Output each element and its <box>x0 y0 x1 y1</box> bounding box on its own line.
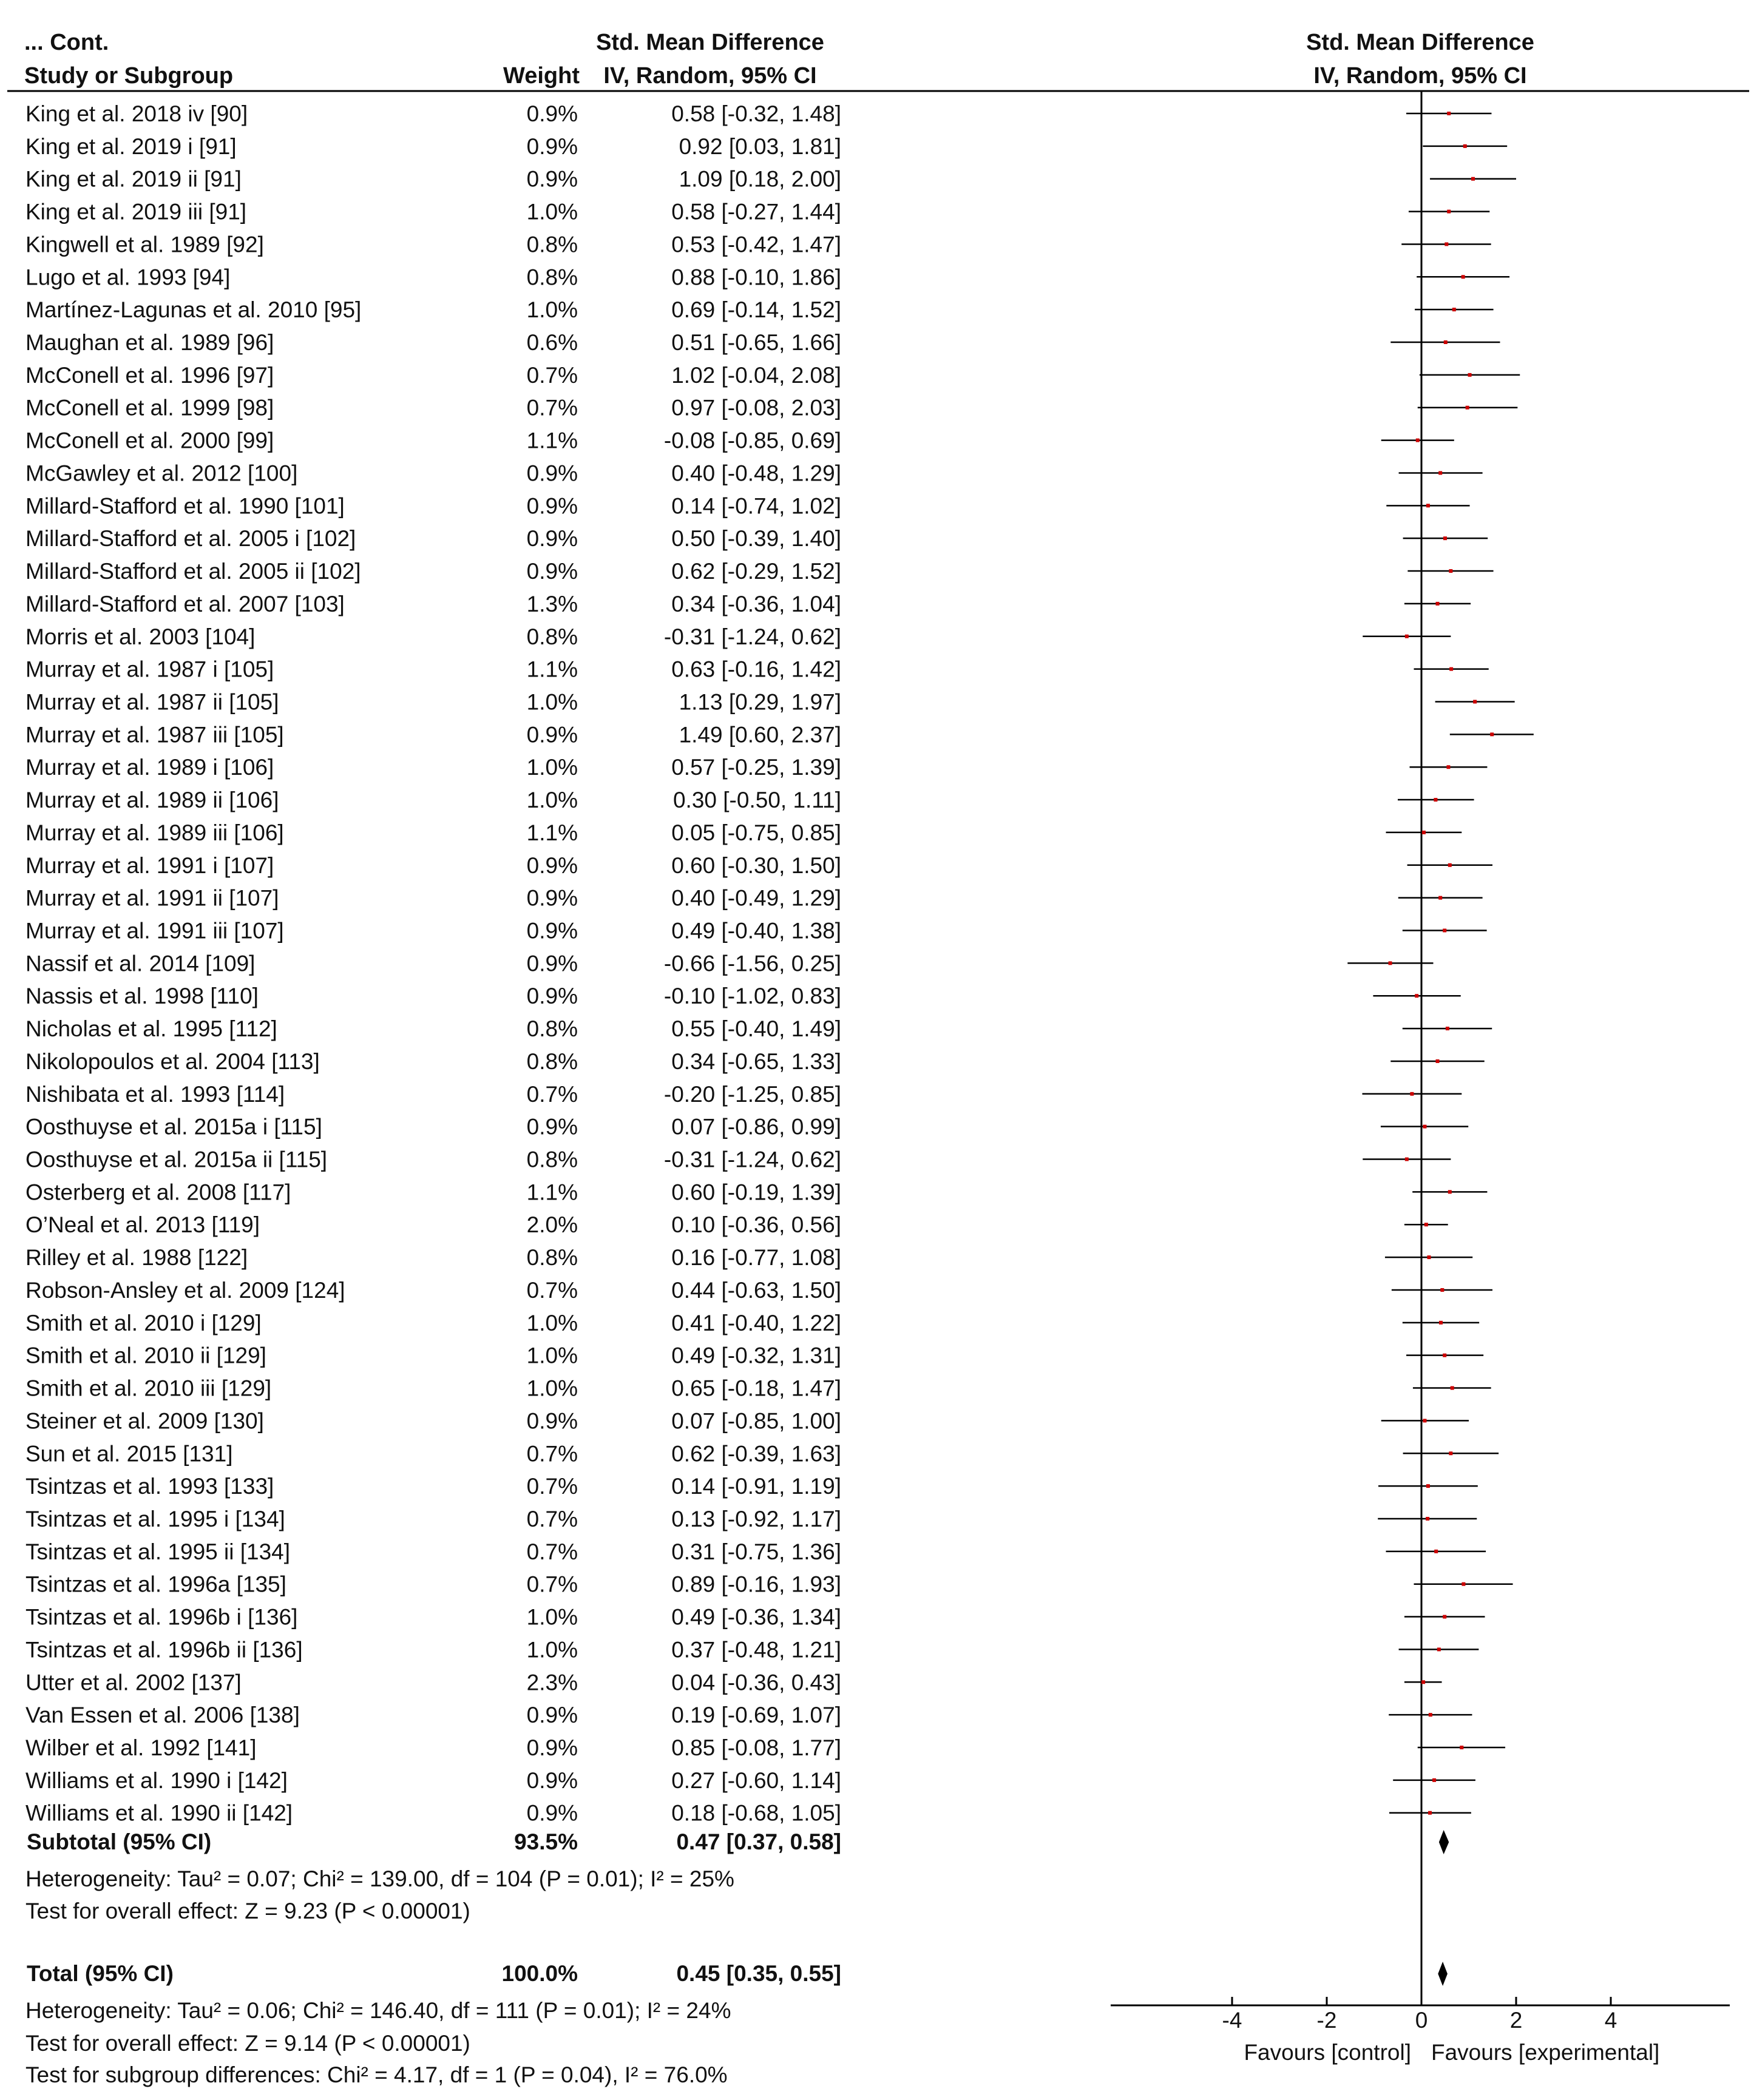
study-point <box>1440 1288 1444 1292</box>
study-point <box>1449 569 1452 573</box>
study-weight: 2.3% <box>526 1670 578 1695</box>
study-name: Millard-Stafford et al. 2005 i [102] <box>25 526 356 552</box>
study-point <box>1466 406 1469 410</box>
study-point <box>1446 1027 1449 1030</box>
study-weight: 0.9% <box>526 101 578 126</box>
study-name: Williams et al. 1990 ii [142] <box>25 1800 293 1826</box>
study-name: Rilley et al. 1988 [122] <box>25 1245 248 1271</box>
study-weight: 1.0% <box>526 1310 578 1335</box>
study-weight: 0.9% <box>526 951 578 976</box>
study-name: Smith et al. 2010 i [129] <box>25 1310 262 1335</box>
study-name: Utter et al. 2002 [137] <box>25 1670 242 1695</box>
study-weight: 2.0% <box>526 1212 578 1238</box>
study-ci: -0.31 [-1.24, 0.62] <box>663 1147 841 1172</box>
study-point <box>1426 504 1430 507</box>
study-name: McConell et al. 2000 [99] <box>25 428 274 453</box>
study-point <box>1461 1582 1465 1586</box>
study-name: Murray et al. 1989 iii [106] <box>25 820 284 845</box>
study-name: McConell et al. 1999 [98] <box>25 395 274 420</box>
study-ci: 1.49 [0.60, 2.37] <box>679 722 841 748</box>
study-weight: 1.3% <box>526 591 578 616</box>
study-ci: 0.04 [-0.36, 0.43] <box>671 1670 841 1695</box>
study-ci: 0.40 [-0.48, 1.29] <box>671 461 841 486</box>
study-weight: 0.9% <box>526 1408 578 1434</box>
study-ci: 0.34 [-0.36, 1.04] <box>671 591 841 616</box>
study-ci: 0.58 [-0.32, 1.48] <box>671 101 841 126</box>
study-name: Oosthuyse et al. 2015a ii [115] <box>25 1147 328 1172</box>
study-point <box>1434 798 1437 802</box>
study-ci: 1.13 [0.29, 1.97] <box>679 689 841 715</box>
study-point <box>1428 1811 1432 1815</box>
study-weight: 0.8% <box>526 1016 578 1042</box>
study-name: Murray et al. 1991 iii [107] <box>25 918 284 944</box>
study-weight: 0.7% <box>526 1277 578 1303</box>
study-ci: 0.18 [-0.68, 1.05] <box>671 1800 841 1826</box>
study-point <box>1444 340 1448 344</box>
study-ci: -0.66 [-1.56, 0.25] <box>663 951 841 976</box>
study-ci: 1.02 [-0.04, 2.08] <box>671 362 841 388</box>
study-weight: 0.6% <box>526 330 578 356</box>
study-point <box>1416 439 1420 442</box>
study-ci: 0.14 [-0.91, 1.19] <box>671 1474 841 1499</box>
study-ci: 0.85 [-0.08, 1.77] <box>671 1735 841 1760</box>
total-label: Total (95% CI) <box>27 1961 174 1986</box>
study-point <box>1449 667 1453 671</box>
study-point <box>1432 1778 1436 1782</box>
study-name: Murray et al. 1991 ii [107] <box>25 885 279 911</box>
study-point <box>1423 1125 1426 1129</box>
study-point <box>1410 1092 1414 1096</box>
study-name: Steiner et al. 2009 [130] <box>25 1408 264 1434</box>
study-ci: 0.19 [-0.69, 1.07] <box>671 1703 841 1728</box>
study-weight: 0.8% <box>526 1048 578 1074</box>
study-name: Murray et al. 1987 i [105] <box>25 657 274 682</box>
x-axis-tick-label: -2 <box>1316 2008 1337 2033</box>
study-weight: 0.9% <box>526 1800 578 1826</box>
study-weight: 1.0% <box>526 755 578 780</box>
study-weight: 0.7% <box>526 362 578 388</box>
study-name: King et al. 2019 i [91] <box>25 133 237 159</box>
study-point <box>1446 765 1450 769</box>
study-name: Tsintzas et al. 1996b i [136] <box>25 1604 298 1630</box>
study-weight: 0.8% <box>526 232 578 257</box>
study-point <box>1389 961 1392 965</box>
study-name: Wilber et al. 1992 [141] <box>25 1735 257 1760</box>
study-point <box>1434 1550 1438 1553</box>
study-weight: 1.0% <box>526 1376 578 1401</box>
study-name: Oosthuyse et al. 2015a i [115] <box>25 1114 322 1139</box>
study-point <box>1426 1484 1430 1488</box>
study-name: Millard-Stafford et al. 2005 ii [102] <box>25 559 361 584</box>
study-point <box>1426 1517 1429 1521</box>
study-name: Murray et al. 1989 i [106] <box>25 755 274 780</box>
study-weight: 0.9% <box>526 918 578 944</box>
study-ci: 0.50 [-0.39, 1.40] <box>671 526 841 552</box>
subtotal-ci: 0.47 [0.37, 0.58] <box>676 1829 841 1854</box>
study-weight: 0.9% <box>526 1703 578 1728</box>
study-ci: 0.51 [-0.65, 1.66] <box>671 330 841 356</box>
study-name: Martínez-Lagunas et al. 2010 [95] <box>25 297 362 323</box>
study-weight: 0.8% <box>526 1245 578 1271</box>
study-weight: 0.7% <box>526 1539 578 1564</box>
study-weight: 1.0% <box>526 297 578 323</box>
study-point <box>1421 1680 1425 1684</box>
study-ci: 0.16 [-0.77, 1.08] <box>671 1245 841 1271</box>
study-name: Nishibata et al. 1993 [114] <box>25 1081 285 1107</box>
study-name: Nassis et al. 1998 [110] <box>25 984 259 1009</box>
study-point <box>1415 994 1418 998</box>
study-point <box>1448 863 1452 867</box>
study-weight: 1.0% <box>526 199 578 225</box>
study-name: Millard-Stafford et al. 2007 [103] <box>25 591 345 616</box>
study-name: King et al. 2018 iv [90] <box>25 101 248 126</box>
study-name: Morris et al. 2003 [104] <box>25 624 256 649</box>
x-axis-tick-label: -4 <box>1222 2008 1242 2033</box>
study-weight: 1.1% <box>526 1180 578 1205</box>
study-point <box>1461 275 1465 279</box>
study-weight: 1.0% <box>526 1343 578 1368</box>
study-point <box>1444 242 1448 246</box>
continued-label: ... Cont. <box>24 30 109 55</box>
subtotal-overall-effect: Test for overall effect: Z = 9.23 (P < 0.00001) <box>25 1899 470 1923</box>
study-name: McGawley et al. 2012 [100] <box>25 461 298 486</box>
study-name: Sun et al. 2015 [131] <box>25 1441 233 1467</box>
study-name: O’Neal et al. 2013 [119] <box>25 1212 260 1238</box>
total-diamond <box>1438 1962 1448 1986</box>
study-ci: 0.49 [-0.32, 1.31] <box>671 1343 841 1368</box>
total-weight: 100.0% <box>501 1961 578 1986</box>
study-weight: 0.9% <box>526 1114 578 1139</box>
study-point <box>1422 831 1426 834</box>
study-ci: 0.57 [-0.25, 1.39] <box>671 755 841 780</box>
study-name: Murray et al. 1987 iii [105] <box>25 722 284 748</box>
study-ci: -0.08 [-0.85, 0.69] <box>663 428 841 453</box>
study-ci: -0.31 [-1.24, 0.62] <box>663 624 841 649</box>
study-name: Nassif et al. 2014 [109] <box>25 951 256 976</box>
study-ci: 0.69 [-0.14, 1.52] <box>671 297 841 323</box>
study-name: Tsintzas et al. 1996b ii [136] <box>25 1637 303 1663</box>
total-overall-effect: Test for overall effect: Z = 9.14 (P < 0.00001) <box>25 2031 470 2056</box>
study-ci: 1.09 [0.18, 2.00] <box>679 166 841 192</box>
study-weight: 0.9% <box>526 852 578 878</box>
study-ci: 0.07 [-0.85, 1.00] <box>671 1408 841 1434</box>
study-weight: 0.9% <box>526 461 578 486</box>
study-ci: -0.20 [-1.25, 0.85] <box>663 1081 841 1107</box>
study-weight: 0.7% <box>526 1474 578 1499</box>
study-name: Murray et al. 1989 ii [106] <box>25 788 279 813</box>
study-point <box>1452 308 1456 311</box>
study-name: Lugo et al. 1993 [94] <box>25 265 231 290</box>
study-weight: 0.9% <box>526 885 578 911</box>
study-name: Smith et al. 2010 iii [129] <box>25 1376 272 1401</box>
study-point <box>1451 1386 1454 1390</box>
study-point <box>1468 373 1472 377</box>
study-point <box>1438 471 1442 474</box>
study-point <box>1424 1223 1428 1226</box>
study-weight: 0.7% <box>526 1506 578 1531</box>
study-ci: 0.65 [-0.18, 1.47] <box>671 1376 841 1401</box>
study-ci: 0.07 [-0.86, 0.99] <box>671 1114 841 1139</box>
study-column-header: Study or Subgroup <box>24 63 234 89</box>
plot-header: Std. Mean Difference <box>1306 30 1534 55</box>
study-name: Williams et al. 1990 i [142] <box>25 1767 288 1793</box>
study-weight: 0.9% <box>526 166 578 192</box>
study-point <box>1449 1451 1452 1455</box>
x-axis-tick-label: 0 <box>1415 2008 1428 2033</box>
study-weight: 0.9% <box>526 559 578 584</box>
study-weight: 0.7% <box>526 1572 578 1597</box>
study-weight: 1.0% <box>526 689 578 715</box>
study-weight: 0.9% <box>526 1735 578 1760</box>
study-point <box>1447 210 1451 214</box>
study-weight: 0.8% <box>526 1147 578 1172</box>
study-name: Maughan et al. 1989 [96] <box>25 330 274 356</box>
plot-area <box>1111 91 1730 2033</box>
study-name: Tsintzas et al. 1995 i [134] <box>25 1506 285 1531</box>
study-ci: 0.44 [-0.63, 1.50] <box>671 1277 841 1303</box>
study-point <box>1447 112 1451 115</box>
study-ci: 0.49 [-0.36, 1.34] <box>671 1604 841 1630</box>
total-heterogeneity: Heterogeneity: Tau² = 0.06; Chi² = 146.40, df = 111 (P = 0.01); I² = 24% <box>25 1998 731 2023</box>
study-weight: 1.0% <box>526 1637 578 1663</box>
study-name: Murray et al. 1987 ii [105] <box>25 689 279 715</box>
study-ci: 0.62 [-0.39, 1.63] <box>671 1441 841 1467</box>
study-ci: 0.31 [-0.75, 1.36] <box>671 1539 841 1564</box>
study-weight: 0.7% <box>526 395 578 420</box>
study-ci: 0.41 [-0.40, 1.22] <box>671 1310 841 1335</box>
study-ci: 0.49 [-0.40, 1.38] <box>671 918 841 944</box>
study-weight: 0.7% <box>526 1441 578 1467</box>
study-name: Tsintzas et al. 1996a [135] <box>25 1572 286 1597</box>
study-rows <box>25 101 841 1826</box>
study-weight: 0.9% <box>526 722 578 748</box>
study-ci: 0.05 [-0.75, 0.85] <box>671 820 841 845</box>
study-ci: 0.30 [-0.50, 1.11] <box>672 788 841 813</box>
study-weight: 1.1% <box>526 428 578 453</box>
study-ci: 0.62 [-0.29, 1.52] <box>671 559 841 584</box>
study-name: Tsintzas et al. 1995 ii [134] <box>25 1539 291 1564</box>
study-point <box>1463 144 1467 148</box>
study-weight: 1.0% <box>526 788 578 813</box>
study-ci: 0.55 [-0.40, 1.49] <box>671 1016 841 1042</box>
study-ci: 0.40 [-0.49, 1.29] <box>671 885 841 911</box>
study-ci: 0.58 [-0.27, 1.44] <box>671 199 841 225</box>
study-ci: 0.53 [-0.42, 1.47] <box>671 232 841 257</box>
study-name: King et al. 2019 ii [91] <box>25 166 242 192</box>
study-point <box>1460 1746 1463 1749</box>
subtotal-weight: 93.5% <box>514 1829 578 1854</box>
study-name: Osterberg et al. 2008 [117] <box>25 1180 291 1205</box>
favours-experimental-label: Favours [experimental] <box>1431 2040 1660 2065</box>
study-name: Nikolopoulos et al. 2004 [113] <box>25 1048 320 1074</box>
study-ci: 0.63 [-0.16, 1.42] <box>671 657 841 682</box>
smd-column-subheader: IV, Random, 95% CI <box>603 63 817 89</box>
study-weight: 1.1% <box>526 657 578 682</box>
subgroup-differences: Test for subgroup differences: Chi² = 4.17, df = 1 (P = 0.04), I² = 76.0% <box>25 2062 728 2087</box>
study-point <box>1405 1158 1409 1161</box>
study-ci: 0.89 [-0.16, 1.93] <box>671 1572 841 1597</box>
study-point <box>1405 635 1409 638</box>
study-ci: 0.60 [-0.30, 1.50] <box>671 852 841 878</box>
study-point <box>1443 1354 1446 1357</box>
plot-subheader: IV, Random, 95% CI <box>1313 63 1527 89</box>
x-axis-tick-label: 4 <box>1604 2008 1617 2033</box>
study-point <box>1427 1255 1431 1259</box>
study-name: McConell et al. 1996 [97] <box>25 362 274 388</box>
study-point <box>1429 1713 1432 1717</box>
study-weight: 0.8% <box>526 624 578 649</box>
study-point <box>1473 700 1477 703</box>
study-point <box>1471 177 1475 181</box>
study-name: King et al. 2019 iii [91] <box>25 199 247 225</box>
study-weight: 1.0% <box>526 1604 578 1630</box>
favours-control-label: Favours [control] <box>1244 2040 1411 2065</box>
study-ci: 0.27 [-0.60, 1.14] <box>671 1767 841 1793</box>
study-ci: 0.97 [-0.08, 2.03] <box>671 395 841 420</box>
study-name: Van Essen et al. 2006 [138] <box>25 1703 300 1728</box>
study-ci: 0.37 [-0.48, 1.21] <box>671 1637 841 1663</box>
subtotal-diamond <box>1439 1830 1449 1854</box>
study-ci: 0.13 [-0.92, 1.17] <box>671 1506 841 1531</box>
x-axis-tick-label: 2 <box>1509 2008 1523 2033</box>
study-point <box>1490 732 1494 736</box>
study-weight: 0.9% <box>526 526 578 552</box>
smd-column-header: Std. Mean Difference <box>596 30 824 55</box>
study-ci: 0.88 [-0.10, 1.86] <box>671 265 841 290</box>
study-ci: 0.60 [-0.19, 1.39] <box>671 1180 841 1205</box>
study-point <box>1437 1647 1441 1651</box>
subtotal-label: Subtotal (95% CI) <box>27 1829 212 1854</box>
study-name: Millard-Stafford et al. 1990 [101] <box>25 493 345 519</box>
study-name: Robson-Ansley et al. 2009 [124] <box>25 1277 345 1303</box>
study-point <box>1436 1059 1440 1063</box>
study-ci: 0.10 [-0.36, 0.56] <box>671 1212 841 1238</box>
study-name: Kingwell et al. 1989 [92] <box>25 232 264 257</box>
study-weight: 0.9% <box>526 493 578 519</box>
study-weight: 0.9% <box>526 133 578 159</box>
study-weight: 0.9% <box>526 984 578 1009</box>
study-point <box>1439 1321 1443 1325</box>
study-weight: 0.9% <box>526 1767 578 1793</box>
study-point <box>1448 1190 1452 1193</box>
study-point <box>1438 896 1442 900</box>
study-point <box>1443 929 1446 933</box>
study-ci: 0.34 [-0.65, 1.33] <box>671 1048 841 1074</box>
study-ci: -0.10 [-1.02, 0.83] <box>663 984 841 1009</box>
study-point <box>1423 1419 1426 1422</box>
study-weight: 1.1% <box>526 820 578 845</box>
study-name: Smith et al. 2010 ii [129] <box>25 1343 266 1368</box>
study-point <box>1443 536 1447 540</box>
study-ci: 0.14 [-0.74, 1.02] <box>671 493 841 519</box>
study-ci: 0.92 [0.03, 1.81] <box>679 133 841 159</box>
subtotal-heterogeneity: Heterogeneity: Tau² = 0.07; Chi² = 139.00, df = 104 (P = 0.01); I² = 25% <box>25 1866 734 1891</box>
total-ci: 0.45 [0.35, 0.55] <box>676 1961 841 1986</box>
study-name: Nicholas et al. 1995 [112] <box>25 1016 277 1042</box>
study-weight: 0.7% <box>526 1081 578 1107</box>
study-point <box>1436 602 1440 606</box>
study-point <box>1443 1615 1446 1619</box>
study-name: Tsintzas et al. 1993 [133] <box>25 1474 274 1499</box>
study-weight: 0.8% <box>526 265 578 290</box>
weight-column-header: Weight <box>503 63 580 89</box>
study-name: Murray et al. 1991 i [107] <box>25 852 274 878</box>
